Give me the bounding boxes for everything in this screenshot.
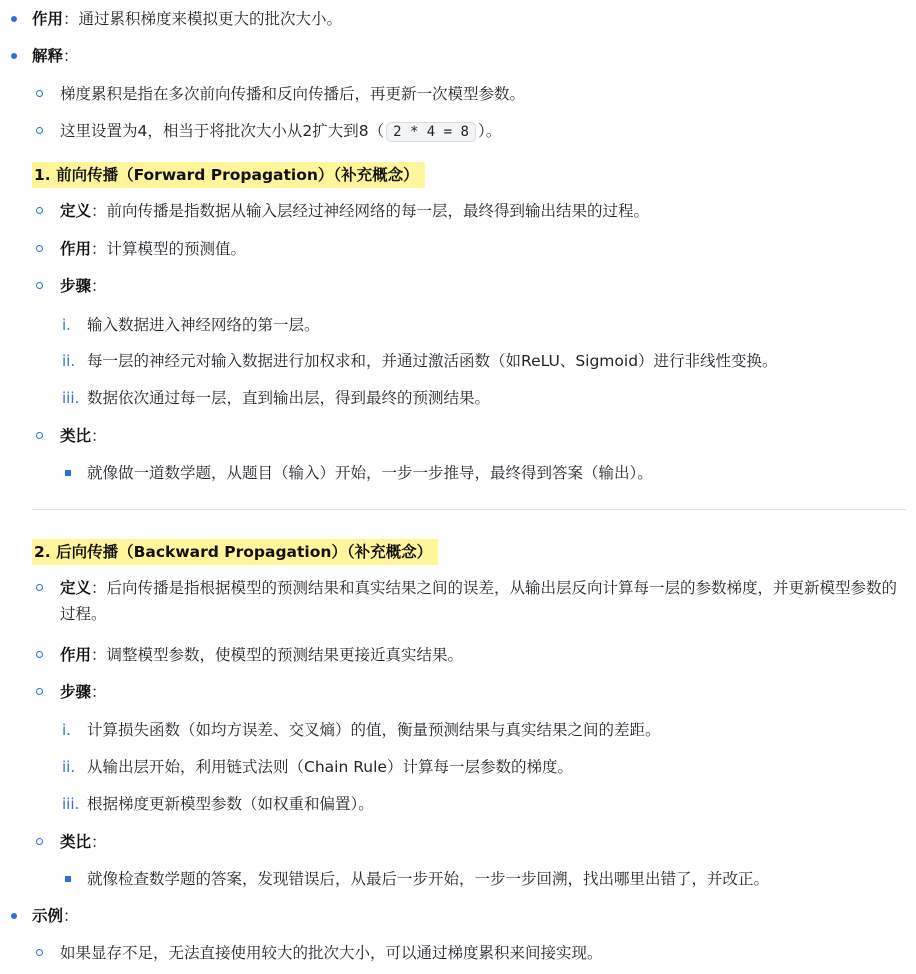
role-label: 作用: [60, 240, 92, 258]
example-colon: ：: [63, 907, 79, 925]
role-label: 作用: [60, 646, 92, 664]
square-bullet-icon: [65, 470, 71, 476]
circle-bullet-icon: [36, 245, 43, 252]
step-number: iii.: [62, 795, 80, 813]
analogy-label: 类比: [60, 427, 92, 445]
bullet-icon: [11, 53, 17, 59]
circle-bullet-icon: [36, 282, 43, 289]
steps-label: 步骤: [60, 683, 92, 701]
example-text: 如果显存不足，无法直接使用较大的批次大小，可以通过梯度累积来间接实现。: [60, 944, 603, 962]
circle-bullet-icon: [36, 584, 43, 591]
definition-text: ：前向传播是指数据从输入层经过神经网络的每一层，最终得到输出结果的过程。: [91, 202, 650, 220]
example-label: 示例: [32, 907, 64, 925]
purpose-label: 作用: [32, 10, 64, 28]
setting-prefix: 这里设置为4，相当于将批次大小从2扩大到8（: [60, 122, 385, 140]
role-text: ：计算模型的预测值。: [91, 240, 247, 258]
bullet-icon: [11, 913, 17, 919]
analogy-colon: ：: [91, 833, 107, 851]
bullet-icon: [11, 16, 17, 22]
explain-text: 梯度累积是指在多次前向传播和反向传播后，再更新一次模型参数。: [60, 85, 526, 103]
purpose-text: ：通过累积梯度来模拟更大的批次大小。: [63, 10, 343, 28]
circle-bullet-icon: [36, 688, 43, 695]
definition-label: 定义: [60, 202, 92, 220]
explain-colon: ：: [63, 47, 79, 65]
circle-bullet-icon: [36, 207, 43, 214]
step-text: 数据依次通过每一层，直到输出层，得到最终的预测结果。: [87, 389, 491, 407]
step-text: 从输出层开始，利用链式法则（Chain Rule）计算每一层参数的梯度。: [87, 758, 573, 776]
circle-bullet-icon: [36, 127, 43, 134]
analogy-text: 就像做一道数学题，从题目（输入）开始，一步一步推导，最终得到答案（输出）。: [87, 464, 653, 482]
definition-label: 定义: [60, 579, 92, 597]
steps-label: 步骤: [60, 277, 92, 295]
step-number: iii.: [62, 389, 80, 407]
step-text: 每一层的神经元对输入数据进行加权求和，并通过激活函数（如ReLU、Sigmoid）进行非线性变换。: [87, 352, 778, 370]
circle-bullet-icon: [36, 432, 43, 439]
step-number: i.: [62, 316, 71, 334]
square-bullet-icon: [65, 876, 71, 882]
analogy-label: 类比: [60, 833, 92, 851]
definition-text: ：后向传播是指根据模型的预测结果和真实结果之间的误差，从输出层反向计算每一层的参数梯度，并更新模型参数的过程。: [60, 579, 898, 623]
forward-heading: 1. 前向传播（Forward Propagation）（补充概念）: [32, 162, 425, 188]
circle-bullet-icon: [36, 651, 43, 658]
steps-colon: ：: [91, 683, 107, 701]
step-number: ii.: [62, 758, 76, 776]
step-text: 输入数据进入神经网络的第一层。: [87, 316, 320, 334]
role-text: ：调整模型参数，使模型的预测结果更接近真实结果。: [91, 646, 464, 664]
steps-colon: ：: [91, 277, 107, 295]
circle-bullet-icon: [36, 838, 43, 845]
circle-bullet-icon: [36, 90, 43, 97]
step-number: ii.: [62, 352, 76, 370]
setting-suffix: ）。: [477, 122, 502, 140]
analogy-text: 就像检查数学题的答案，发现错误后，从最后一步开始，一步一步回溯，找出哪里出错了，并改正。: [87, 870, 770, 888]
analogy-colon: ：: [91, 427, 107, 445]
inline-code: 2 * 4 = 8: [386, 122, 476, 142]
step-text: 根据梯度更新模型参数（如权重和偏置）。: [87, 795, 374, 813]
explain-label: 解释: [32, 47, 64, 65]
section-divider: [32, 509, 906, 510]
step-number: i.: [62, 721, 71, 739]
circle-bullet-icon: [36, 949, 43, 956]
backward-heading: 2. 后向传播（Backward Propagation）（补充概念）: [32, 539, 438, 565]
step-text: 计算损失函数（如均方误差、交叉熵）的值，衡量预测结果与真实结果之间的差距。: [87, 721, 661, 739]
